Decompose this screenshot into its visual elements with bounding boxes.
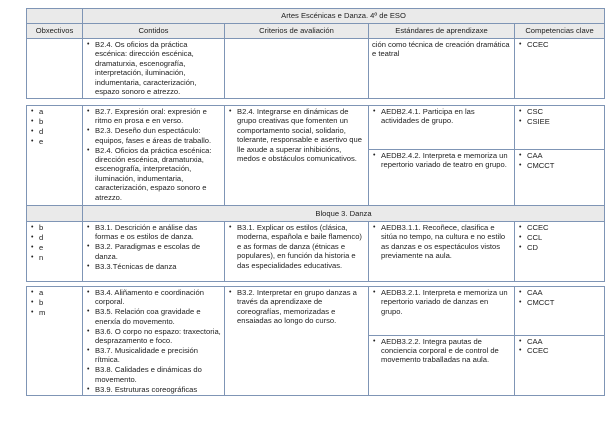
col-header-criterios: Criterios de avaliación (225, 24, 369, 39)
col-header-competencias: Competencias clave (515, 24, 605, 39)
list-item: • B2.7. Expresión oral: expresión e ritmo en prosa e en verso. (86, 107, 221, 126)
list-item: • B3.6. O corpo no espazo: traxectoria, desprazamento e foco. (86, 327, 221, 346)
list-item: • B3.3.Técnicas de danza (86, 262, 221, 271)
block-title-row (27, 205, 605, 221)
competencia-item: • CAA (518, 337, 601, 346)
block-title: Bloque 3. Danza (83, 205, 605, 221)
list-item: • B2.3. Deseño dun espectáculo: equipos, fases e áreas de traballo. (86, 126, 221, 145)
estandar-item: • AEDB3.1.1. Recoñece, clasifica e sitúa no tempo, na cultura e no estilo as danzas e os espectáculos vistos previamente na aula. (372, 223, 511, 261)
obxectivo-item: • b (30, 298, 79, 307)
list-item: • B2.4. Oficios da práctica escénica: dirección escénica, dramaturxia, escenografía, interpretación, iluminación, indumentaria, caracterización, espazo sonoro e atrezzo. (86, 146, 221, 202)
obxectivo-item: • e (30, 137, 79, 146)
title-row (27, 9, 605, 24)
obxectivo-item: • n (30, 253, 79, 262)
estandar-item: • AEDB3.2.1. Interpreta e memoriza un repertorio variado de danzas en grupo. (372, 288, 511, 316)
estandar-cell: ción como técnica de creación dramática e teatral (369, 39, 515, 99)
col-header-estandares: Estándares de aprendizaxe (369, 24, 515, 39)
list-item: • B3.8. Calidades e dinámicas do movemento. (86, 365, 221, 384)
competencia-item: • CMCCT (518, 161, 601, 170)
col-header-contidos: Contidos (83, 24, 225, 39)
criterio-item: • B2.4. Integrarse en dinámicas de grupo creativas que fomenten un comportamento social, solidario, tolerante, responsable e asertivo que lle axude a superar inhibicións, medos e obstáculos comunicativos. (228, 107, 365, 163)
list-item: • B3.7. Musicalidade e precisión rítmica. (86, 346, 221, 365)
competencia-item: • CCEC (518, 223, 601, 232)
estandar-item: • AEDB3.2.2. Integra pautas de conciencia corporal e de control de movemento traballadas na aula. (372, 337, 511, 365)
competencia-item: • CMCCT (518, 298, 601, 307)
table-title: Artes Escénicas e Danza. 4º de ESO (83, 9, 605, 24)
competencia-item: • CSC (518, 107, 601, 116)
list-item: • B2.4. Os oficios da práctica escénica: dirección escénica, dramaturxia, escenografía, interpretación, iluminación, indumentaria, caracterización, espazo sonoro e atrezzo. (86, 40, 221, 96)
obxectivo-item: • m (30, 308, 79, 317)
criterio-item: • B3.1. Explicar os estilos (clásica, moderna, española e baile flamenco) e as formas de danza (étnicas e populares), en función da historia e das especialidades educativas. (228, 223, 365, 270)
obxectivo-item: • b (30, 223, 79, 232)
criterio-item: • B3.2. Interpretar en grupo danzas a través da aprendizaxe de coreografías, memorizadas e ensaiadas ao longo do curso. (228, 288, 365, 326)
estandar-item: • AEDB2.4.2. Interpreta e memoriza un repertorio variado de teatro en grupo. (372, 151, 511, 170)
competencia-item: • CCL (518, 233, 601, 242)
table-row (27, 286, 605, 335)
obxectivo-item: • d (30, 233, 79, 242)
obxectivo-item: • e (30, 243, 79, 252)
curriculum-table (26, 8, 605, 396)
table-row (27, 221, 605, 281)
list-item: • B3.9. Estruturas coreográficas (86, 385, 221, 394)
competencia-item: • CCEC (518, 346, 601, 355)
obxectivo-item: • d (30, 127, 79, 136)
table-row (27, 105, 605, 149)
list-item: • B3.1. Descrición e análise das formas e os estilos de danza. (86, 223, 221, 242)
estandar-item: • AEDB2.4.1. Participa en las actividades de grupo. (372, 107, 511, 126)
obxectivo-item: • b (30, 117, 79, 126)
competencia-item: • CSIEE (518, 117, 601, 126)
obxectivo-item: • a (30, 107, 79, 116)
list-item: • B3.2. Paradigmas e escolas de danza. (86, 242, 221, 261)
competencia-item: • CAA (518, 151, 601, 160)
column-header-row (27, 24, 605, 39)
competencia-item: • CD (518, 243, 601, 252)
list-item: • B3.5. Relación coa gravidade e enerxía do movemento. (86, 307, 221, 326)
competencia-item: • CAA (518, 288, 601, 297)
competencia-item: • CCEC (518, 40, 601, 49)
col-header-obxectivos: Obxectivos (27, 24, 83, 39)
list-item: • B3.4. Aliñamento e coordinación corporal. (86, 288, 221, 307)
table-row (27, 39, 605, 99)
obxectivo-item: • a (30, 288, 79, 297)
